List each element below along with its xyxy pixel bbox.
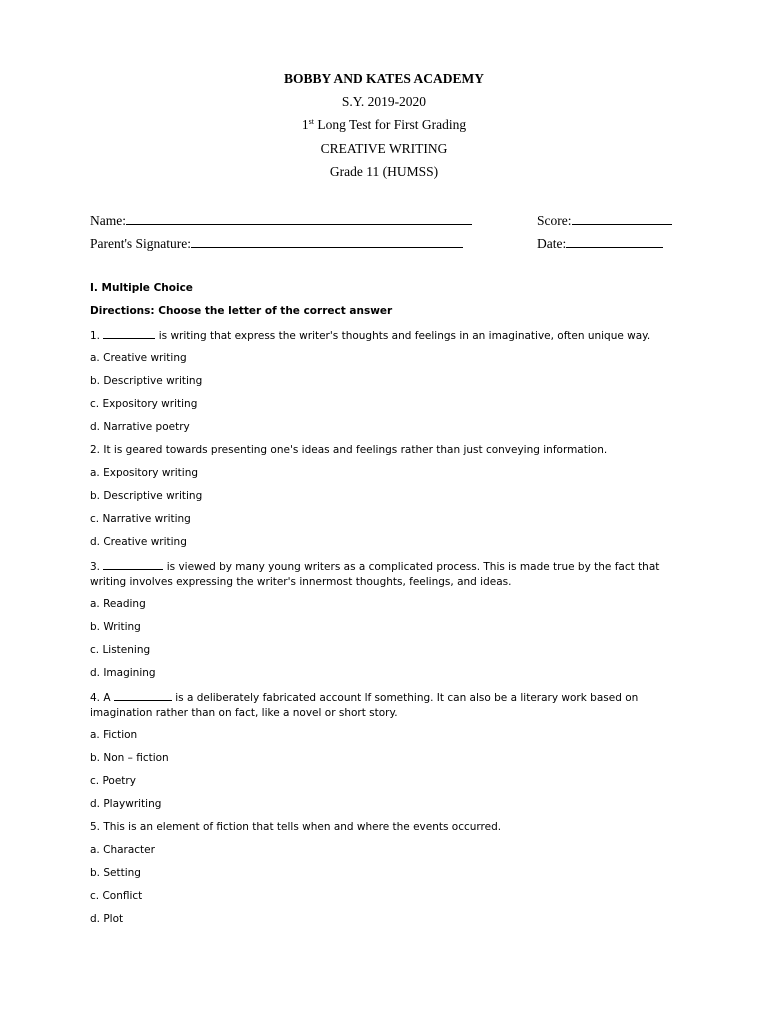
- question-text: It is geared towards presenting one's ideas and feelings rather than just conveying information.: [103, 444, 608, 456]
- section-directions: Directions: Choose the letter of the correct answer: [90, 305, 393, 317]
- option-3b: b. Writing: [90, 621, 141, 633]
- question-5: [90, 820, 670, 835]
- question-text: is a deliberately fabricated account lf something. It can also be a literary work based on imagination rather than on fact, like a novel or short story.: [90, 692, 639, 719]
- option-4b: b. Non – fiction: [90, 752, 169, 764]
- test-ordinal-number: 1: [301, 117, 309, 133]
- question-3: [90, 558, 670, 590]
- option-5c: c. Conflict: [90, 890, 143, 902]
- option-1b: b. Descriptive writing: [90, 375, 203, 387]
- answer-blank: [103, 327, 155, 339]
- option-2c: c. Narrative writing: [90, 513, 191, 525]
- name-score-row: [90, 211, 690, 234]
- student-info-fields: [90, 211, 690, 256]
- test-body: [90, 281, 670, 935]
- question-number: 2.: [90, 444, 101, 456]
- option-1d: d. Narrative poetry: [90, 421, 190, 433]
- signature-date-row: [90, 234, 690, 257]
- option-2d: d. Creative writing: [90, 536, 187, 548]
- option-2b: b. Descriptive writing: [90, 490, 203, 502]
- signature-label: Parent's Signature:: [90, 235, 192, 251]
- signature-line: [191, 234, 463, 248]
- question-number: 5.: [90, 821, 101, 833]
- date-field: [537, 234, 663, 253]
- score-field: [537, 211, 672, 230]
- option-5a: a. Character: [90, 844, 155, 856]
- test-header: [0, 70, 768, 186]
- question-1: [90, 327, 670, 344]
- test-title: [0, 116, 768, 139]
- answer-blank: [114, 689, 172, 701]
- score-line: [572, 211, 672, 225]
- question-number: 4. A: [90, 692, 111, 704]
- name-line: [126, 211, 472, 225]
- option-4c: c. Poetry: [90, 775, 136, 787]
- question-text: is writing that express the writer's thoughts and feelings in an imaginative, often unique way.: [155, 330, 651, 342]
- question-text: This is an element of fiction that tells when and where the events occurred.: [103, 821, 502, 833]
- test-title-rest: Long Test for First Grading: [313, 117, 467, 133]
- option-2a: a. Expository writing: [90, 467, 199, 479]
- test-ordinal-suffix: st: [308, 117, 314, 127]
- option-3a: a. Reading: [90, 598, 146, 610]
- date-line: [566, 234, 663, 248]
- option-4d: d. Playwriting: [90, 798, 162, 810]
- score-label: Score:: [537, 213, 572, 228]
- date-label: Date:: [537, 235, 567, 251]
- option-4a: a. Fiction: [90, 729, 138, 741]
- option-5b: b. Setting: [90, 867, 141, 879]
- question-number: 1.: [90, 330, 101, 342]
- school-year: S.Y. 2019-2020: [341, 94, 427, 110]
- question-4: [90, 689, 670, 721]
- option-1c: c. Expository writing: [90, 398, 198, 410]
- option-5d: d. Plot: [90, 913, 124, 925]
- school-name: BOBBY AND KATES ACADEMY: [284, 71, 484, 86]
- section-title: I. Multiple Choice: [90, 282, 193, 294]
- name-label: Name:: [90, 213, 126, 228]
- question-number: 3.: [90, 561, 101, 573]
- option-3d: d. Imagining: [90, 667, 156, 679]
- question-2: [90, 443, 670, 458]
- question-text: is viewed by many young writers as a complicated process. This is made true by the fact that writing involves expressing the writer's innermost thoughts, feelings, and ideas.: [90, 561, 660, 588]
- answer-blank: [103, 558, 163, 570]
- subject-title: CREATIVE WRITING: [320, 140, 448, 156]
- option-1a: a. Creative writing: [90, 352, 187, 364]
- grade-level: Grade 11 (HUMSS): [329, 163, 439, 179]
- option-3c: c. Listening: [90, 644, 151, 656]
